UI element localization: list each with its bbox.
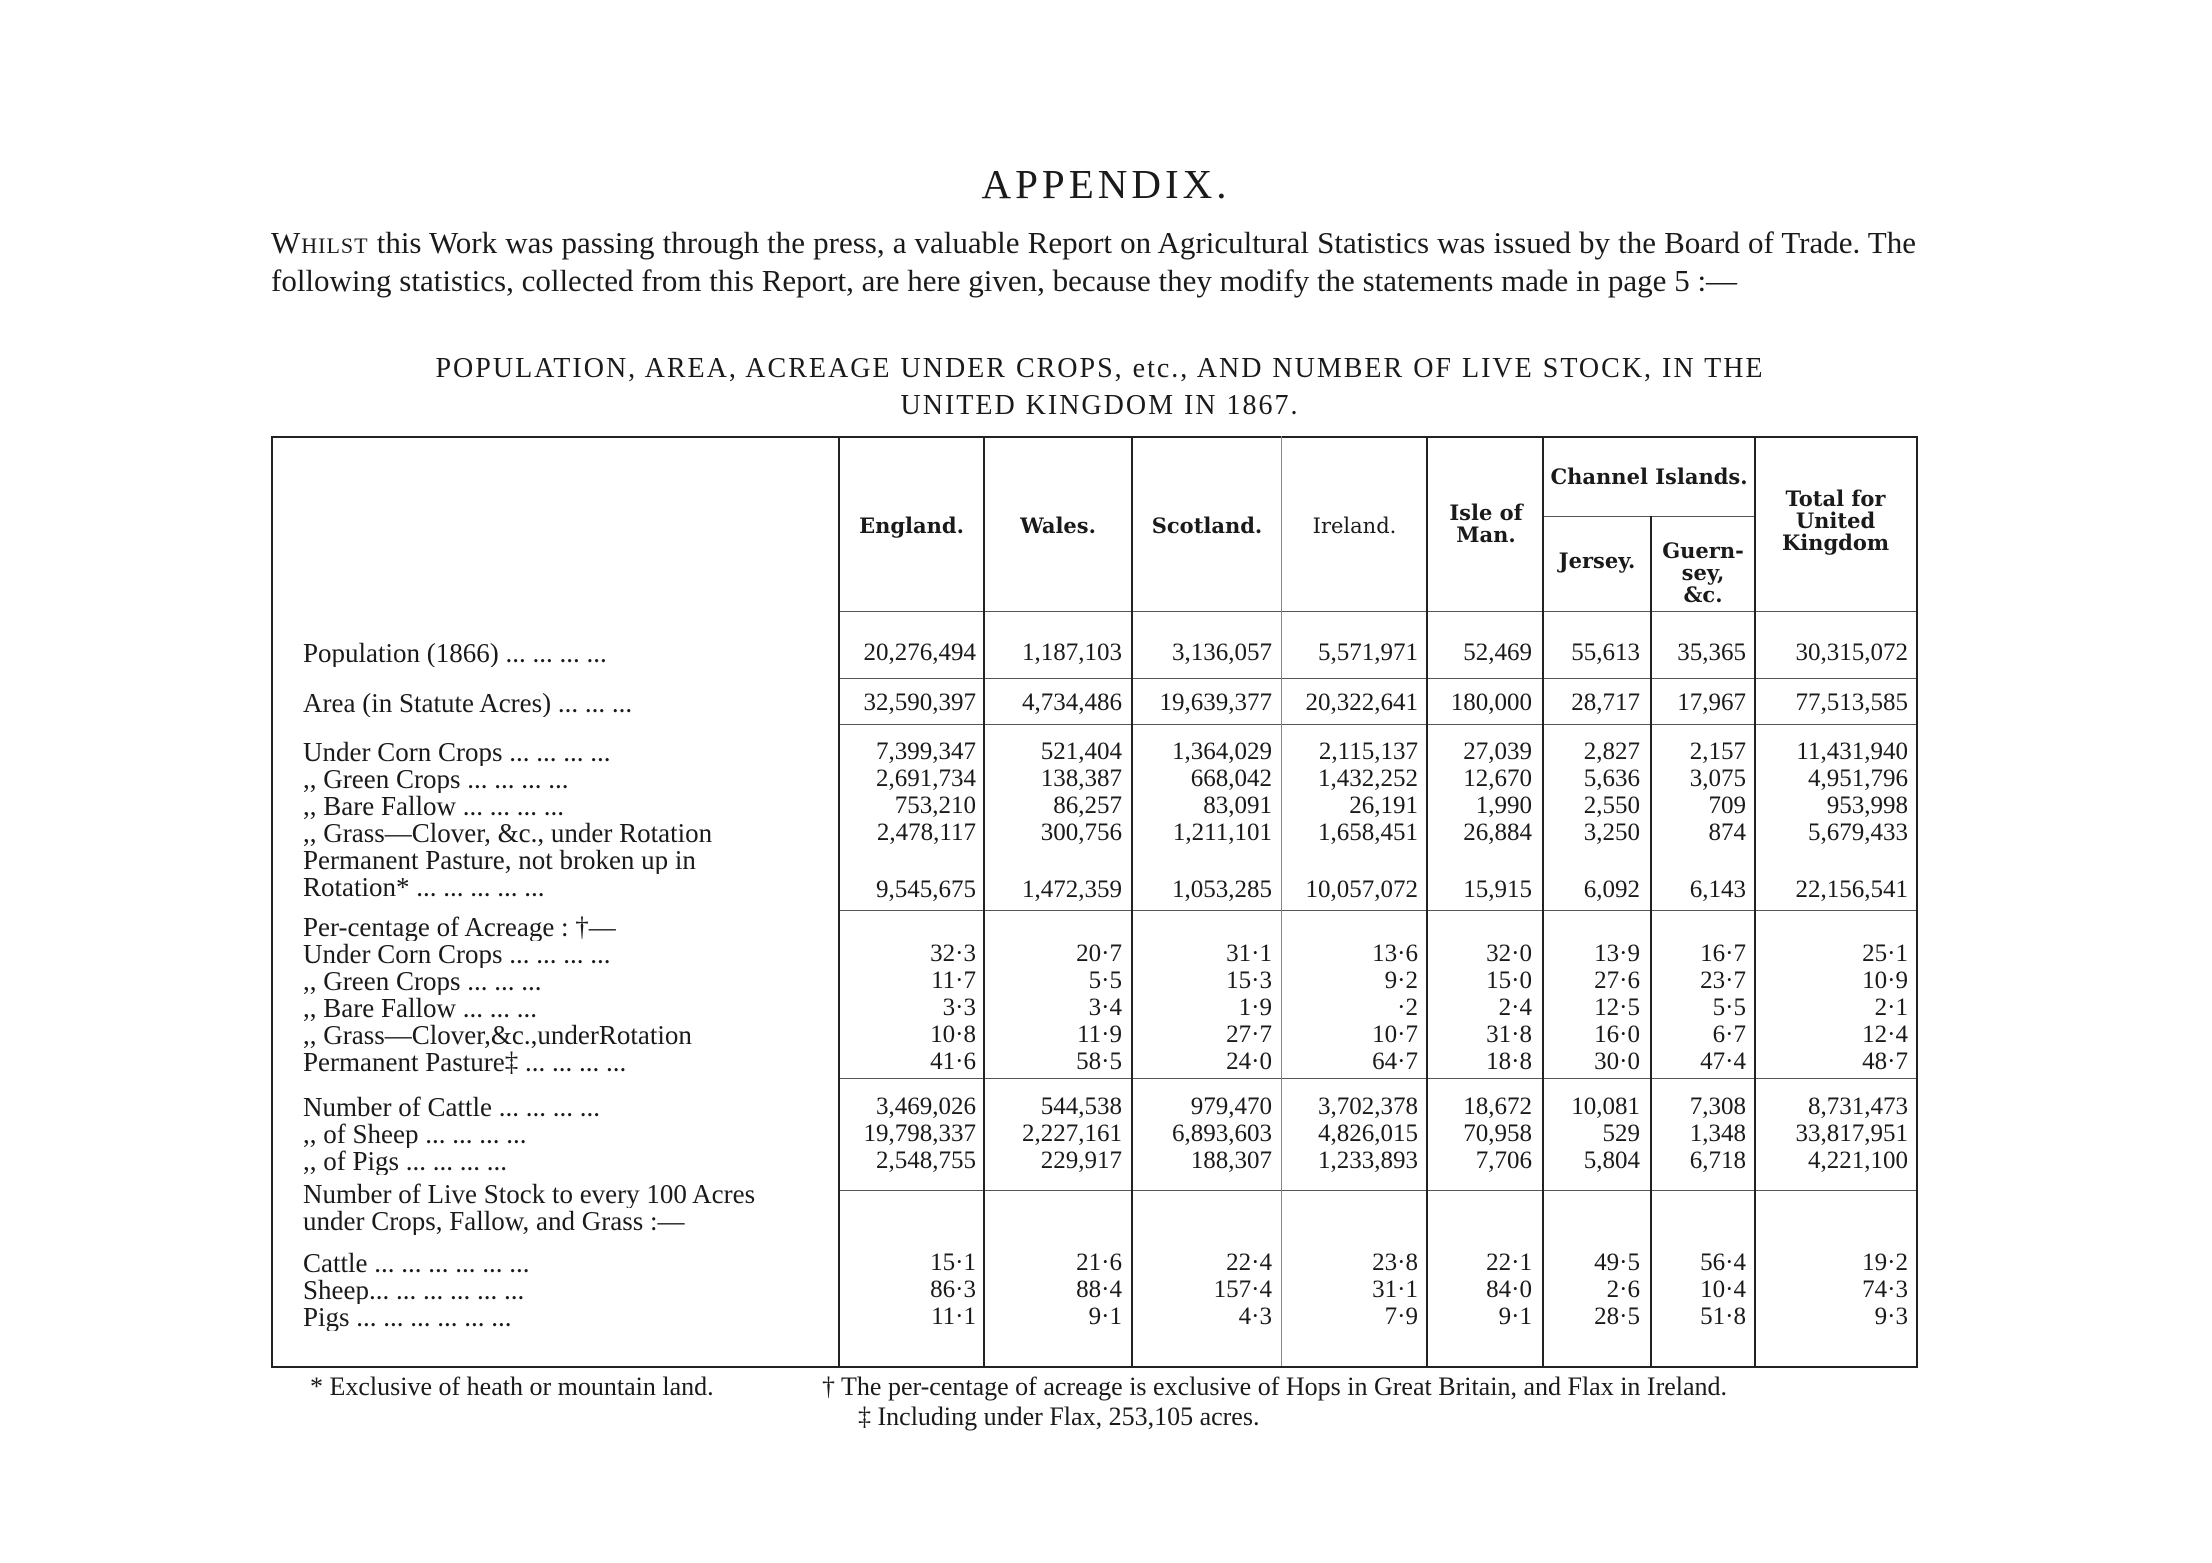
row-rule [838, 724, 1918, 725]
table-cell: 4·3 [1238, 1303, 1272, 1330]
table-cell: 32·3 [930, 940, 976, 967]
table-cell: 32,590,397 [863, 689, 976, 716]
table-cell: 2,827 [1583, 738, 1640, 765]
column-header-total: Total for United Kingdom [1781, 486, 1890, 555]
table-cell: 10·4 [1700, 1276, 1746, 1303]
table-cell: 24·0 [1226, 1048, 1272, 1075]
table-cell: 56·4 [1700, 1249, 1746, 1276]
row-label-pct-permanent: Permanent Pasture‡ ... ... ... ... [303, 1048, 627, 1076]
intro-lead-word: Whilst [271, 225, 369, 260]
column-header-jersey: Jersey. [1558, 548, 1636, 573]
row-label-permanent-pasture: Permanent Pasture, not broken up in [303, 846, 696, 874]
table-cell: 5,636 [1583, 765, 1640, 792]
table-cell: 953,998 [1826, 792, 1908, 819]
table-cell: 180,000 [1450, 689, 1532, 716]
page-title: APPENDIX. [981, 161, 1231, 207]
table-cell: 48·7 [1862, 1048, 1908, 1075]
table-cell: 15·3 [1226, 967, 1272, 994]
table-cell: 11·1 [931, 1303, 976, 1330]
column-rule [1754, 436, 1756, 1366]
table-cell: 2,550 [1583, 792, 1640, 819]
row-label-live-stock-heading: Number of Live Stock to every 100 Acres [303, 1180, 756, 1208]
table-cell: 58·5 [1076, 1048, 1122, 1075]
table-cell: 544,538 [1040, 1093, 1122, 1120]
table-cell: 31·8 [1486, 1021, 1532, 1048]
table-top-rule [271, 436, 1918, 438]
column-header-wales: Wales. [1020, 513, 1096, 538]
table-cell: 5,679,433 [1808, 819, 1908, 846]
table-cell: 1,233,893 [1318, 1147, 1418, 1174]
table-cell: 7,706 [1475, 1147, 1532, 1174]
row-label-ls-pigs: Pigs ... ... ... ... ... ... [303, 1303, 512, 1331]
table-cell: 27·6 [1594, 967, 1640, 994]
table-cell: 12,670 [1463, 765, 1532, 792]
table-cell: 1,472,359 [1022, 876, 1122, 903]
table-cell: 138,387 [1040, 765, 1122, 792]
table-cell: 20,322,641 [1305, 689, 1418, 716]
table-cell: 27,039 [1463, 738, 1532, 765]
table-cell: 64·7 [1372, 1048, 1418, 1075]
table-cell: 6,092 [1583, 876, 1640, 903]
table-cell: 19·2 [1862, 1249, 1908, 1276]
table-cell: 17,967 [1677, 689, 1746, 716]
table-cell: ·2 [1397, 994, 1418, 1021]
table-cell: 529 [1602, 1120, 1640, 1147]
table-cell: 74·3 [1862, 1276, 1908, 1303]
table-cell: 521,404 [1040, 738, 1122, 765]
table-cell: 47·4 [1700, 1048, 1746, 1075]
table-cell: 1,432,252 [1318, 765, 1418, 792]
channel-islands-rule [1542, 516, 1754, 517]
table-cell: 30·0 [1594, 1048, 1640, 1075]
table-right-rule [1916, 436, 1918, 1366]
table-cell: 3,702,378 [1318, 1093, 1418, 1120]
table-cell: 28·5 [1594, 1303, 1640, 1330]
table-cell: 51·8 [1700, 1303, 1746, 1330]
table-cell: 9·2 [1384, 967, 1418, 994]
table-cell: 16·7 [1700, 940, 1746, 967]
row-label-green-crops: ,, Green Crops ... ... ... ... [303, 765, 569, 793]
table-cell: 9·3 [1874, 1303, 1908, 1330]
table-cell: 22·4 [1226, 1249, 1272, 1276]
table-cell: 1,364,029 [1172, 738, 1272, 765]
table-cell: 31·1 [1226, 940, 1272, 967]
table-cell: 9·1 [1088, 1303, 1122, 1330]
table-cell: 5,804 [1583, 1147, 1640, 1174]
table-cell: 753,210 [894, 792, 976, 819]
row-rule [838, 910, 1918, 911]
row-label-population: Population (1866) ... ... ... ... [303, 639, 607, 667]
row-rule [838, 1190, 1918, 1191]
column-header-scotland: Scotland. [1151, 513, 1263, 538]
row-label-pct-corn: Under Corn Crops ... ... ... ... [303, 940, 611, 968]
footnote-star: * Exclusive of heath or mountain land. [310, 1372, 714, 1401]
table-cell: 5,571,971 [1318, 639, 1418, 666]
table-cell: 13·9 [1594, 940, 1640, 967]
table-cell: 10·9 [1862, 967, 1908, 994]
row-label-pct-green: ,, Green Crops ... ... ... [303, 967, 542, 995]
table-cell: 15·0 [1486, 967, 1532, 994]
table-cell: 18·8 [1486, 1048, 1532, 1075]
table-cell: 188,307 [1190, 1147, 1272, 1174]
table-cell: 26,884 [1463, 819, 1532, 846]
table-cell: 26,191 [1349, 792, 1418, 819]
table-cell: 22·1 [1486, 1249, 1532, 1276]
table-cell: 10,081 [1571, 1093, 1640, 1120]
table-cell: 6,143 [1689, 876, 1746, 903]
table-cell: 86·3 [930, 1276, 976, 1303]
table-cell: 25·1 [1862, 940, 1908, 967]
table-cell: 19,798,337 [863, 1120, 976, 1147]
table-cell: 23·8 [1372, 1249, 1418, 1276]
column-header-guernsey: Guern-sey, &c. [1662, 538, 1744, 607]
row-label-cattle: Number of Cattle ... ... ... ... [303, 1093, 600, 1121]
table-cell: 10,057,072 [1305, 876, 1418, 903]
table-cell: 1,053,285 [1172, 876, 1272, 903]
table-cell: 874 [1708, 819, 1746, 846]
table-cell: 2·6 [1606, 1276, 1640, 1303]
table-cell: 55,613 [1571, 639, 1640, 666]
table-cell: 13·6 [1372, 940, 1418, 967]
table-cell: 11·9 [1077, 1021, 1122, 1048]
table-cell: 70,958 [1463, 1120, 1532, 1147]
table-cell: 27·7 [1226, 1021, 1272, 1048]
row-label-ls-sheep: Sheep... ... ... ... ... ... [303, 1276, 525, 1304]
table-cell: 15·1 [930, 1249, 976, 1276]
row-label-area: Area (in Statute Acres) ... ... ... [303, 689, 633, 717]
footnote-double-dagger: ‡ Including under Flax, 253,105 acres. [858, 1402, 1260, 1431]
table-cell: 22,156,541 [1795, 876, 1908, 903]
column-header-channel-islands: Channel Islands. [1550, 464, 1748, 489]
table-cell: 4,951,796 [1808, 765, 1908, 792]
table-cell: 3·4 [1088, 994, 1122, 1021]
table-cell: 52,469 [1463, 639, 1532, 666]
table-cell: 7,399,347 [876, 738, 976, 765]
table-cell: 33,817,951 [1795, 1120, 1908, 1147]
table-title-line-1: POPULATION, AREA, ACREAGE UNDER CROPS, etc., AND NUMBER OF LIVE STOCK, IN THE [435, 353, 1765, 384]
table-cell: 229,917 [1040, 1147, 1122, 1174]
table-cell: 6,893,603 [1172, 1120, 1272, 1147]
table-cell: 11,431,940 [1796, 738, 1908, 765]
table-cell: 2,227,161 [1022, 1120, 1122, 1147]
table-cell: 20·7 [1076, 940, 1122, 967]
table-cell: 21·6 [1076, 1249, 1122, 1276]
table-cell: 83,091 [1203, 792, 1272, 819]
table-cell: 41·6 [930, 1048, 976, 1075]
table-cell: 1,348 [1689, 1120, 1746, 1147]
table-cell: 2,157 [1689, 738, 1746, 765]
column-header-england: England. [859, 513, 964, 538]
column-header-isle-of-man: Isle of Man. [1449, 500, 1523, 547]
table-cell: 10·8 [930, 1021, 976, 1048]
table-cell: 300,756 [1040, 819, 1122, 846]
table-cell: 12·4 [1862, 1021, 1908, 1048]
table-cell: 6·7 [1712, 1021, 1746, 1048]
row-label-live-stock-subheading: under Crops, Fallow, and Grass :— [303, 1207, 685, 1235]
table-cell: 15,915 [1463, 876, 1532, 903]
header-bottom-rule [838, 611, 1918, 612]
table-cell: 16·0 [1594, 1021, 1640, 1048]
table-cell: 19,639,377 [1159, 689, 1272, 716]
row-label-sheep: ,, of Sheep ... ... ... ... [303, 1120, 527, 1148]
table-cell: 5·5 [1088, 967, 1122, 994]
table-cell: 979,470 [1190, 1093, 1272, 1120]
table-cell: 49·5 [1594, 1249, 1640, 1276]
table-cell: 1·9 [1238, 994, 1272, 1021]
table-cell: 20,276,494 [863, 639, 976, 666]
table-cell: 6,718 [1689, 1147, 1746, 1174]
footnote-dagger: † The per-centage of acreage is exclusive of Hops in Great Britain, and Flax in Ireland. [822, 1372, 1728, 1401]
table-cell: 12·5 [1594, 994, 1640, 1021]
table-cell: 31·1 [1372, 1276, 1418, 1303]
intro-text: this Work was passing through the press, a valuable Report on Agricultural Statistics was issued by the Board of Trade. The following statistics, collected from this Report, are here given, because they modify the statements made in page 5 :— [271, 225, 1917, 298]
table-cell: 2·1 [1874, 994, 1908, 1021]
table-cell: 77,513,585 [1795, 689, 1908, 716]
table-cell: 23·7 [1700, 967, 1746, 994]
table-cell: 86,257 [1053, 792, 1122, 819]
table-cell: 2·4 [1498, 994, 1532, 1021]
table-cell: 7·9 [1384, 1303, 1418, 1330]
table-cell: 88·4 [1076, 1276, 1122, 1303]
table-cell: 3,250 [1583, 819, 1640, 846]
table-cell: 2,691,734 [876, 765, 976, 792]
row-label-grass: ,, Grass—Clover, &c., under Rotation [303, 819, 713, 847]
table-cell: 84·0 [1486, 1276, 1532, 1303]
table-cell: 18,672 [1463, 1093, 1532, 1120]
table-cell: 9·1 [1498, 1303, 1532, 1330]
table-cell: 1,187,103 [1022, 639, 1122, 666]
table-cell: 10·7 [1372, 1021, 1418, 1048]
row-label-corn-crops: Under Corn Crops ... ... ... ... [303, 738, 611, 766]
table-cell: 1,658,451 [1318, 819, 1418, 846]
row-rule [838, 1078, 1918, 1079]
table-cell: 8,731,473 [1808, 1093, 1908, 1120]
table-cell: 2,115,137 [1318, 738, 1418, 765]
table-cell: 4,826,015 [1318, 1120, 1418, 1147]
table-cell: 3,469,026 [876, 1093, 976, 1120]
table-cell: 3·3 [942, 994, 976, 1021]
table-cell: 3,075 [1689, 765, 1746, 792]
table-cell: 7,308 [1689, 1093, 1746, 1120]
table-cell: 1,990 [1475, 792, 1532, 819]
table-cell: 1,211,101 [1172, 819, 1272, 846]
table-title-line-2: UNITED KINGDOM IN 1867. [900, 390, 1300, 421]
table-cell: 28,717 [1571, 689, 1640, 716]
table-cell: 30,315,072 [1795, 639, 1908, 666]
table-cell: 709 [1708, 792, 1746, 819]
table-cell: 5·5 [1712, 994, 1746, 1021]
table-bottom-rule [271, 1366, 1918, 1368]
row-label-ls-cattle: Cattle ... ... ... ... ... ... [303, 1249, 530, 1277]
row-label-pct-fallow: ,, Bare Fallow ... ... ... [303, 994, 537, 1022]
table-cell: 4,221,100 [1808, 1147, 1908, 1174]
table-cell: 35,365 [1677, 639, 1746, 666]
table-cell: 9,545,675 [876, 876, 976, 903]
row-label-bare-fallow: ,, Bare Fallow ... ... ... ... [303, 792, 564, 820]
table-cell: 2,548,755 [876, 1147, 976, 1174]
row-label-percentage-heading: Per-centage of Acreage : †— [303, 913, 616, 941]
table-cell: 3,136,057 [1172, 639, 1272, 666]
row-label-rotation: Rotation* ... ... ... ... ... [303, 873, 545, 901]
row-rule [838, 678, 1918, 679]
table-cell: 11·7 [931, 967, 976, 994]
row-label-pct-grass: ,, Grass—Clover,&c.,underRotation [303, 1021, 692, 1049]
table-cell: 32·0 [1486, 940, 1532, 967]
column-header-ireland: Ireland. [1312, 514, 1397, 538]
table-left-rule [271, 436, 273, 1366]
table-cell: 4,734,486 [1022, 689, 1122, 716]
table-cell: 668,042 [1190, 765, 1272, 792]
row-label-pigs: ,, of Pigs ... ... ... ... [303, 1147, 508, 1175]
table-cell: 157·4 [1213, 1276, 1272, 1303]
table-cell: 2,478,117 [876, 819, 976, 846]
